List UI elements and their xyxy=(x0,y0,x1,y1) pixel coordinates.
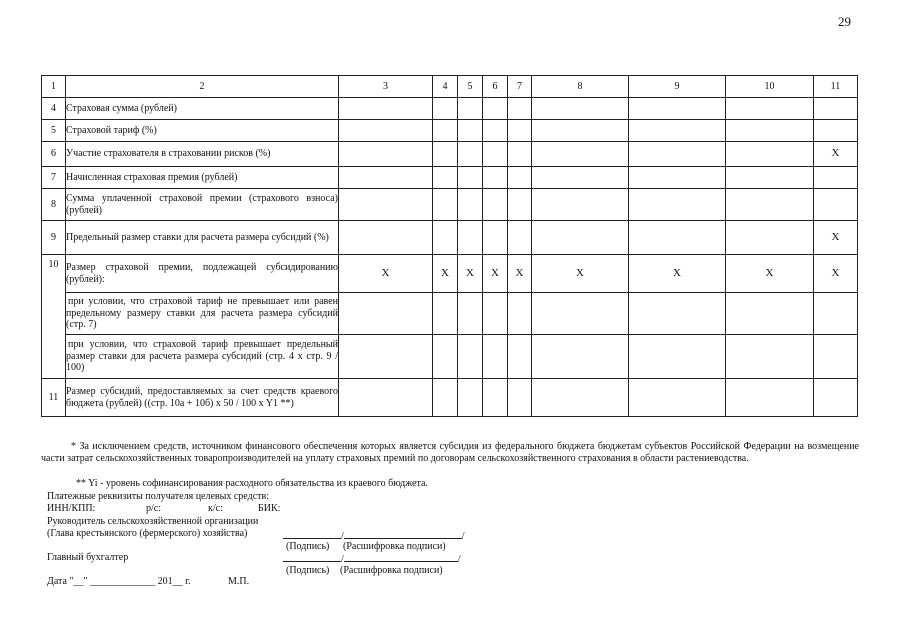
table-cell[interactable] xyxy=(339,167,433,189)
inn-label: ИНН/КПП: xyxy=(47,503,96,514)
column-header-1: 1 xyxy=(42,76,66,98)
head-slash-end: / xyxy=(461,531,465,542)
table-cell[interactable] xyxy=(458,293,483,335)
footnote-1: * За исключением средств, источником финансового обеспечения которых является субсидия из федерального бюджета бюджетам субъектов Российской Федерации на возмещение части затрат сельскохозяйственных товаропроизводителей на уплату страховых премий по договорам сельскохозяйственного страхования в области растениеводства. xyxy=(41,441,859,464)
row-label: при условии, что страховой тариф не превышает или равен предельному размеру ставки для расчета размера субсидий (стр. 7) xyxy=(66,293,339,335)
column-header-3: 3 xyxy=(339,76,433,98)
row-number: 9 xyxy=(42,221,66,255)
column-header-2: 2 xyxy=(66,76,339,98)
table-cell[interactable] xyxy=(629,221,726,255)
table-cell[interactable] xyxy=(532,293,629,335)
table-cell[interactable] xyxy=(508,335,532,379)
table-cell[interactable] xyxy=(726,142,814,167)
table-cell[interactable] xyxy=(532,120,629,142)
table-cell[interactable] xyxy=(508,120,532,142)
table-body xyxy=(42,76,858,417)
requisites-title: Платежные реквизиты получателя целевых средств: xyxy=(47,491,269,502)
table-row xyxy=(42,120,858,142)
row-number: 11 xyxy=(42,379,66,417)
table-cell[interactable] xyxy=(433,120,458,142)
table-cell[interactable] xyxy=(433,293,458,335)
table-cell[interactable] xyxy=(483,221,508,255)
accountant-sign-caption: (Подпись) xyxy=(286,565,330,576)
row-label: Участие страхователя в страховании рисков (%) xyxy=(66,142,339,167)
table-cell[interactable] xyxy=(629,167,726,189)
column-header-9: 9 xyxy=(629,76,726,98)
table-cell[interactable] xyxy=(629,189,726,221)
bik-label: БИК: xyxy=(258,503,281,514)
table-cell[interactable] xyxy=(814,335,858,379)
table-cell[interactable]: X xyxy=(814,255,858,293)
head-slash: / xyxy=(341,531,344,542)
table-cell[interactable] xyxy=(726,98,814,120)
table-cell[interactable]: X xyxy=(726,255,814,293)
table-cell[interactable] xyxy=(726,167,814,189)
table-cell[interactable] xyxy=(339,379,433,417)
row-number: 5 xyxy=(42,120,66,142)
table-row xyxy=(42,189,858,221)
row-label: Страховой тариф (%) xyxy=(66,120,339,142)
table-cell[interactable] xyxy=(458,221,483,255)
table-cell[interactable] xyxy=(532,221,629,255)
row-number: 7 xyxy=(42,167,66,189)
table-cell[interactable]: X xyxy=(458,255,483,293)
column-header-4: 4 xyxy=(433,76,458,98)
table-cell[interactable] xyxy=(433,167,458,189)
table-row xyxy=(42,255,858,293)
accountant-slash-end: / xyxy=(457,554,461,565)
row-label: Размер субсидий, предоставляемых за счет средств краевого бюджета (рублей) ((стр. 10а + 10б) x 50 / 100 x Y1 **) xyxy=(66,379,339,417)
table-cell[interactable] xyxy=(433,142,458,167)
table-cell[interactable]: X xyxy=(532,255,629,293)
table-cell[interactable] xyxy=(532,379,629,417)
row-label: Начисленная страховая премия (рублей) xyxy=(66,167,339,189)
table-cell[interactable]: X xyxy=(508,255,532,293)
table-cell[interactable] xyxy=(458,142,483,167)
table-cell[interactable] xyxy=(483,335,508,379)
table-cell[interactable] xyxy=(483,189,508,221)
table-cell[interactable] xyxy=(433,189,458,221)
table-row xyxy=(42,142,858,167)
table-cell[interactable] xyxy=(726,293,814,335)
table-cell[interactable] xyxy=(814,120,858,142)
column-header-11: 11 xyxy=(814,76,858,98)
table-cell[interactable] xyxy=(814,167,858,189)
table-cell[interactable] xyxy=(483,120,508,142)
table-cell[interactable] xyxy=(339,335,433,379)
column-header-6: 6 xyxy=(483,76,508,98)
row-label: Страховая сумма (рублей) xyxy=(66,98,339,120)
table-cell[interactable] xyxy=(726,189,814,221)
row-label: Сумма уплаченной страховой премии (страхового взноса) (рублей) xyxy=(66,189,339,221)
table-cell[interactable] xyxy=(726,120,814,142)
table-cell[interactable] xyxy=(433,379,458,417)
table-cell[interactable] xyxy=(483,379,508,417)
accountant-slash: / xyxy=(341,554,344,565)
table-cell[interactable] xyxy=(629,379,726,417)
table-cell[interactable] xyxy=(433,98,458,120)
accountant-decode-blank xyxy=(344,551,458,562)
table-cell[interactable] xyxy=(532,335,629,379)
table-cell[interactable] xyxy=(339,189,433,221)
head-sign-blank xyxy=(283,528,341,539)
ks-label: к/с: xyxy=(208,503,223,514)
date-field: Дата "__" _____________ 201__ г. xyxy=(47,576,191,587)
column-header-10: 10 xyxy=(726,76,814,98)
table-cell[interactable]: X xyxy=(483,255,508,293)
table-cell[interactable] xyxy=(483,293,508,335)
table-header-row xyxy=(42,76,858,98)
table-cell[interactable] xyxy=(483,167,508,189)
stamp-label: М.П. xyxy=(228,576,250,587)
column-header-8: 8 xyxy=(532,76,629,98)
table-cell[interactable] xyxy=(483,98,508,120)
table-cell[interactable] xyxy=(726,335,814,379)
row-number: 8 xyxy=(42,189,66,221)
table-cell[interactable] xyxy=(532,189,629,221)
table-cell[interactable]: X xyxy=(629,255,726,293)
table-cell[interactable] xyxy=(508,142,532,167)
table-cell[interactable] xyxy=(458,335,483,379)
table-cell[interactable] xyxy=(508,293,532,335)
table-cell[interactable]: X xyxy=(814,221,858,255)
table-cell[interactable]: X xyxy=(814,142,858,167)
insurance-subsidy-table xyxy=(41,75,858,417)
table-cell[interactable] xyxy=(508,189,532,221)
column-header-5: 5 xyxy=(458,76,483,98)
row-label: при условии, что страховой тариф превышает предельный размер ставки для расчета размера субсидий (стр. 4 x стр. 9 / 100) xyxy=(66,335,339,379)
table-cell[interactable] xyxy=(339,98,433,120)
rs-label: р/с: xyxy=(146,503,161,514)
table-cell[interactable] xyxy=(339,120,433,142)
table-cell[interactable] xyxy=(532,98,629,120)
table-cell[interactable]: X xyxy=(339,255,433,293)
table-cell[interactable] xyxy=(508,221,532,255)
head-title-line1: Руководитель сельскохозяйственной организации xyxy=(47,516,259,527)
table-cell[interactable] xyxy=(629,142,726,167)
table-cell[interactable] xyxy=(629,293,726,335)
column-header-7: 7 xyxy=(508,76,532,98)
table-cell[interactable] xyxy=(508,167,532,189)
table-row xyxy=(42,379,858,417)
table-cell[interactable] xyxy=(814,293,858,335)
head-decode-caption: (Расшифровка подписи) xyxy=(343,541,446,552)
table-cell[interactable] xyxy=(458,189,483,221)
table-cell[interactable] xyxy=(458,120,483,142)
table-row xyxy=(42,98,858,120)
head-decode-blank xyxy=(344,528,462,539)
row-label: Предельный размер ставки для расчета размера субсидий (%) xyxy=(66,221,339,255)
table-cell[interactable] xyxy=(532,167,629,189)
table-row xyxy=(42,293,858,335)
table-cell[interactable]: X xyxy=(433,255,458,293)
table-cell[interactable] xyxy=(629,335,726,379)
table-cell[interactable] xyxy=(814,379,858,417)
table-cell[interactable] xyxy=(458,167,483,189)
row-number: 10 xyxy=(42,255,66,379)
table-cell[interactable] xyxy=(508,379,532,417)
accountant-signature-line xyxy=(283,551,461,566)
table-cell[interactable] xyxy=(629,120,726,142)
table-cell[interactable] xyxy=(814,189,858,221)
row-number: 4 xyxy=(42,98,66,120)
table-cell[interactable] xyxy=(508,98,532,120)
footnote-2: ** Yi - уровень софинансирования расходного обязательства из краевого бюджета. xyxy=(76,478,428,489)
row-label: Размер страховой премии, подлежащей субсидированию (рублей): xyxy=(66,255,339,293)
table-cell[interactable] xyxy=(339,221,433,255)
table-cell[interactable] xyxy=(629,98,726,120)
accountant-sign-blank xyxy=(283,551,341,562)
table-cell[interactable] xyxy=(339,142,433,167)
table-row xyxy=(42,167,858,189)
table-cell[interactable] xyxy=(458,98,483,120)
table-cell[interactable] xyxy=(339,293,433,335)
table-cell[interactable] xyxy=(433,335,458,379)
table-cell[interactable] xyxy=(726,379,814,417)
table-row xyxy=(42,335,858,379)
table-cell[interactable] xyxy=(532,142,629,167)
head-sign-caption: (Подпись) xyxy=(286,541,330,552)
table-row xyxy=(42,221,858,255)
table-cell[interactable] xyxy=(726,221,814,255)
table-cell[interactable] xyxy=(458,379,483,417)
table-cell[interactable] xyxy=(483,142,508,167)
table-cell[interactable] xyxy=(433,221,458,255)
row-number: 6 xyxy=(42,142,66,167)
table-cell[interactable] xyxy=(814,98,858,120)
page-number: 29 xyxy=(838,14,851,29)
accountant-decode-caption: (Расшифровка подписи) xyxy=(340,565,443,576)
head-title-line2: (Глава крестьянского (фермерского) хозяйства) xyxy=(47,528,248,539)
accountant-label: Главный бухгалтер xyxy=(47,552,129,563)
